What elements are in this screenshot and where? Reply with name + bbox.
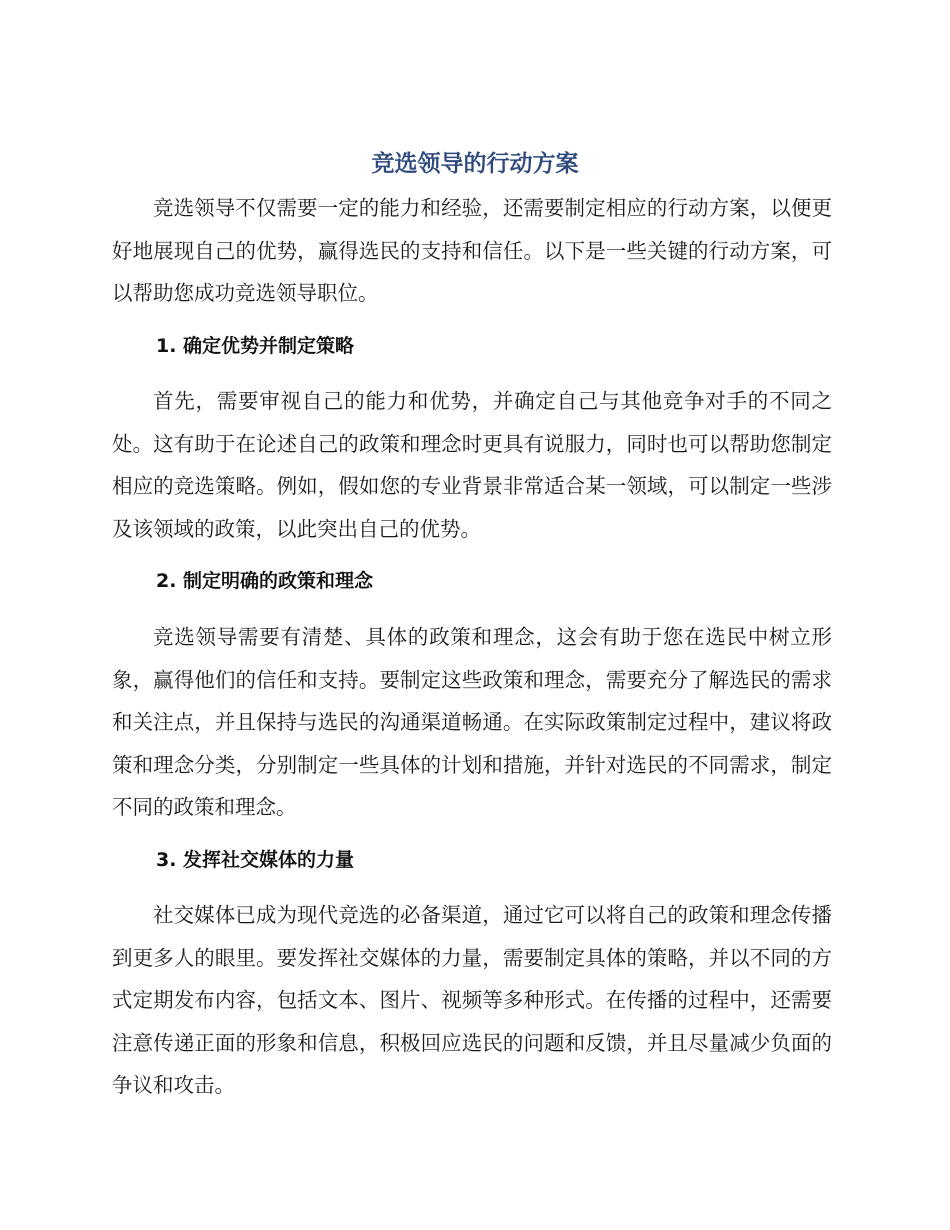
document-title: 竞选领导的行动方案 xyxy=(371,151,579,177)
section-heading-3: 3. 发挥社交媒体的力量 xyxy=(156,849,355,871)
section-body-3: 社交媒体已成为现代竞选的必备渠道，通过它可以将自己的政策和理念传播到更多人的眼里。要发挥社交媒体的力量，需要制定具体的策略，并以不同的方式定期发布内容，包括文本、图片、视频等多种形式。在传播的过程中，还需要注意传递正面的形象和信息，积极回应选民的问题和反馈，并且尽量减少负面的争议和攻击。 xyxy=(112,903,832,1097)
section-heading-1: 1. 确定优势并制定策略 xyxy=(156,335,355,357)
section-heading-2: 2. 制定明确的政策和理念 xyxy=(156,570,374,592)
section-body-2: 竞选领导需要有清楚、具体的政策和理念，这会有助于您在选民中树立形象，赢得他们的信任和支持。要制定这些政策和理念，需要充分了解选民的需求和关注点，并且保持与选民的沟通渠道畅通。在实际政策制定过程中，建议将政策和理念分类，分别制定一些具体的计划和措施，并针对选民的不同需求，制定不同的政策和理念。 xyxy=(112,625,832,819)
intro-paragraph: 竞选领导不仅需要一定的能力和经验，还需要制定相应的行动方案，以便更好地展现自己的优势，赢得选民的支持和信任。以下是一些关键的行动方案，可以帮助您成功竞选领导职位。 xyxy=(112,196,832,305)
section-body-1: 首先，需要审视自己的能力和优势，并确定自己与其他竞争对手的不同之处。这有助于在论述自己的政策和理念时更具有说服力，同时也可以帮助您制定相应的竞选策略。例如，假如您的专业背景非常适合某一领域，可以制定一些涉及该领域的政策，以此突出自己的优势。 xyxy=(112,389,832,541)
